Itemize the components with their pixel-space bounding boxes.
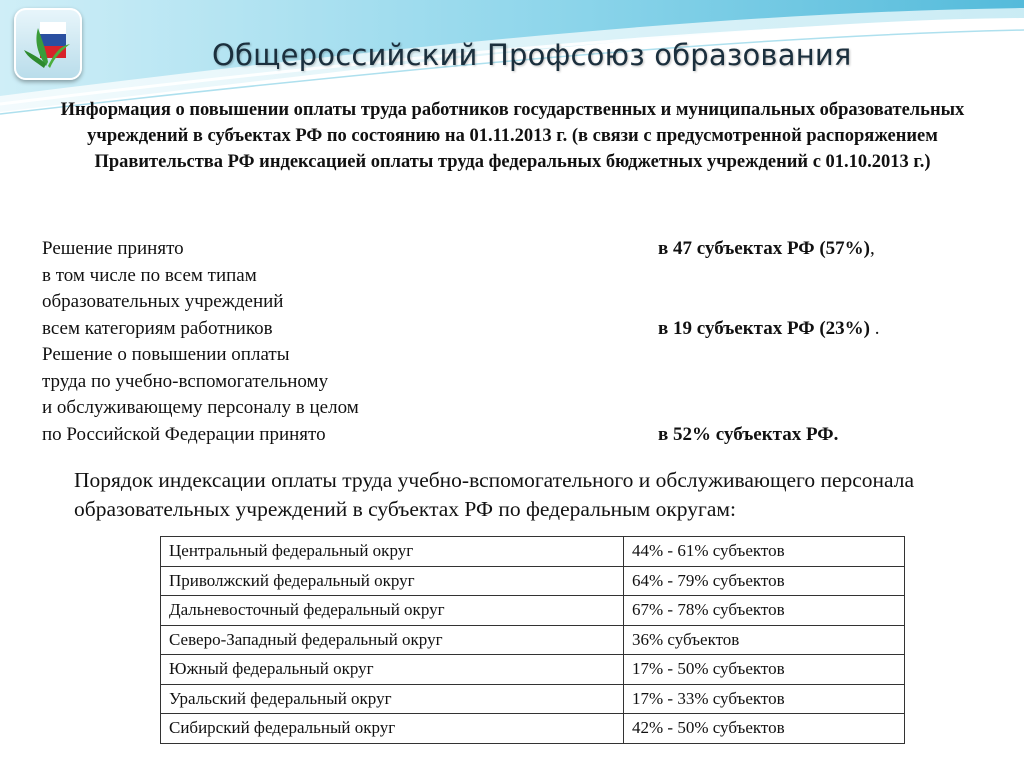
table-row [161, 596, 905, 626]
indexation-order-text: Порядок индексации оплаты труда учебно-вспомогательного и обслуживающего персонала образовательных учреждений в субъектах РФ по федеральным округам: [74, 468, 915, 521]
stat-row [42, 263, 982, 290]
district-name: Сибирский федеральный округ [161, 714, 624, 744]
table-row [161, 714, 905, 744]
districts-table [160, 536, 905, 744]
stat-label: образовательных учреждений [42, 291, 284, 312]
stat-label: Решение принято [42, 238, 184, 259]
district-name: Дальневосточный федеральный округ [161, 596, 624, 626]
stat-row [42, 236, 982, 263]
table-row [161, 566, 905, 596]
stat-row [42, 289, 982, 316]
headline: Информация о повышении оплаты труда работников государственных и муниципальных образовательных учреждений в субъектах РФ по состоянию на 01.11.2013 г. (в связи с предусмотренной распоряжением Правительства РФ индексацией оплаты труда федеральных бюджетных учреждений с 01.10.2013 г.) [60, 100, 965, 172]
union-logo-icon [14, 8, 82, 80]
stat-label: в том числе по всем типам [42, 264, 257, 286]
org-title: Общероссийский Профсоюз образования [212, 38, 852, 72]
district-value: 17% - 50% субъектов [624, 655, 905, 685]
stat-label: по Российской Федерации принято [42, 423, 326, 445]
stat-row [42, 395, 982, 422]
stat-value: в 52% субъектах РФ. [658, 423, 839, 445]
stat-label: труда по учебно-вспомогательному [42, 370, 329, 392]
stat-label: Решение о повышении оплаты [42, 344, 290, 365]
stat-value: в 47 субъектах РФ (57%), [658, 238, 875, 259]
district-value: 67% - 78% субъектов [624, 596, 905, 626]
district-value: 42% - 50% субъектов [624, 714, 905, 744]
table-row [161, 625, 905, 655]
district-value: 36% субъектов [624, 625, 905, 655]
table-row [161, 684, 905, 714]
stat-label: всем категориям работников [42, 317, 273, 339]
stat-row [42, 369, 982, 396]
stats-block [42, 236, 982, 448]
table-row [161, 537, 905, 567]
stat-row [42, 342, 982, 369]
union-logo-graphic [20, 14, 76, 74]
district-value: 44% - 61% субъектов [624, 537, 905, 567]
table-row [161, 655, 905, 685]
stat-label: и обслуживающему персоналу в целом [42, 397, 359, 418]
district-name: Приволжский федеральный округ [161, 566, 624, 596]
district-value: 17% - 33% субъектов [624, 684, 905, 714]
district-name: Северо-Западный федеральный округ [161, 625, 624, 655]
district-value: 64% - 79% субъектов [624, 566, 905, 596]
district-name: Центральный федеральный округ [161, 537, 624, 567]
district-name: Южный федеральный округ [161, 655, 624, 685]
stat-value: в 19 субъектах РФ (23%) . [658, 317, 880, 339]
district-name: Уральский федеральный округ [161, 684, 624, 714]
stat-row [42, 422, 982, 449]
stat-row [42, 316, 982, 343]
